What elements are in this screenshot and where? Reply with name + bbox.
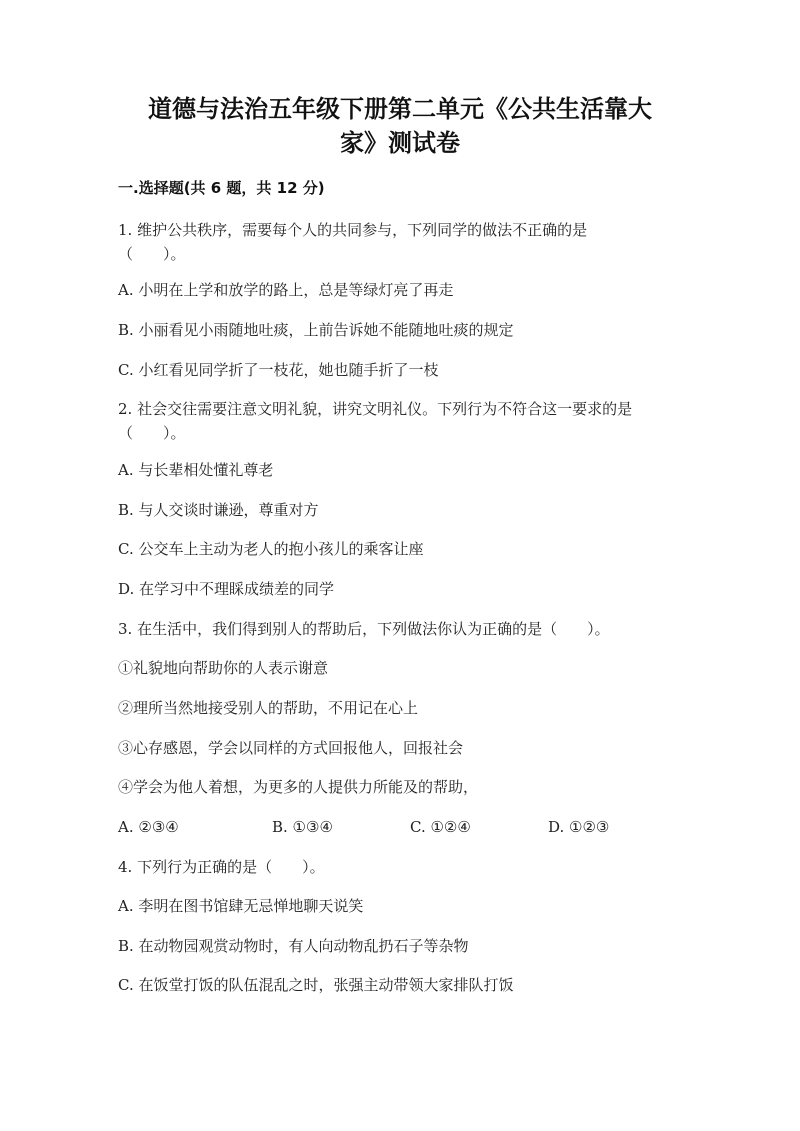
- question-4-option-b: B. 在动物园观赏动物时，有人向动物乱扔石子等杂物: [118, 937, 469, 955]
- question-1-option-b: B. 小丽看见小雨随地吐痰，上前告诉她不能随地吐痰的规定: [118, 321, 514, 339]
- question-1-stem-line-2: （ ）。: [118, 245, 186, 263]
- question-3-option-b: B. ①③④: [272, 818, 333, 836]
- title-line-1: 道德与法治五年级下册第二单元《公共生活靠大: [148, 95, 652, 123]
- question-2-option-d: D. 在学习中不理睬成绩差的同学: [118, 580, 335, 598]
- question-3-option-d: D. ①②③: [548, 818, 610, 836]
- question-2-stem-line-1: 2. 社会交往需要注意文明礼貌，讲究文明礼仪。下列行为不符合这一要求的是: [118, 400, 633, 418]
- question-4-stem: 4. 下列行为正确的是（ ）。: [118, 858, 325, 876]
- question-3-stem: 3. 在生活中，我们得到别人的帮助后，下列做法你认为正确的是（ ）。: [118, 620, 610, 638]
- question-2-stem-line-2: （ ）。: [118, 424, 186, 442]
- question-3-statement-3: ③心存感恩，学会以同样的方式回报他人，回报社会: [118, 739, 464, 757]
- question-2-option-b: B. 与人交谈时谦逊，尊重对方: [118, 501, 319, 519]
- question-3-option-c: C. ①②④: [410, 818, 471, 836]
- question-1-option-c: C. 小红看见同学折了一枝花，她也随手折了一枝: [118, 361, 439, 379]
- question-3-option-a: A. ②③④: [118, 818, 179, 836]
- section-heading: 一.选择题(共 6 题，共 12 分): [118, 179, 325, 197]
- page-title: [100, 92, 700, 160]
- question-4-option-a: A. 李明在图书馆肆无忌惮地聊天说笑: [118, 897, 364, 915]
- question-3-options-row: [118, 815, 698, 839]
- question-4-option-c: C. 在饭堂打饭的队伍混乱之时，张强主动带领大家排队打饭: [118, 976, 514, 994]
- question-1-option-a: A. 小明在上学和放学的路上，总是等绿灯亮了再走: [118, 281, 454, 299]
- question-3-statement-4: ④学会为他人着想，为更多的人提供力所能及的帮助，: [118, 778, 479, 796]
- question-3-statement-1: ①礼貌地向帮助你的人表示谢意: [118, 659, 329, 677]
- question-3-statement-2: ②理所当然地接受别人的帮助，不用记在心上: [118, 699, 419, 717]
- question-1-stem-line-1: 1. 维护公共秩序，需要每个人的共同参与，下列同学的做法不正确的是: [118, 221, 588, 239]
- title-line-2: 家》测试卷: [340, 129, 460, 157]
- question-2-option-c: C. 公交车上主动为老人的抱小孩儿的乘客让座: [118, 540, 424, 558]
- question-2-option-a: A. 与长辈相处懂礼尊老: [118, 461, 274, 479]
